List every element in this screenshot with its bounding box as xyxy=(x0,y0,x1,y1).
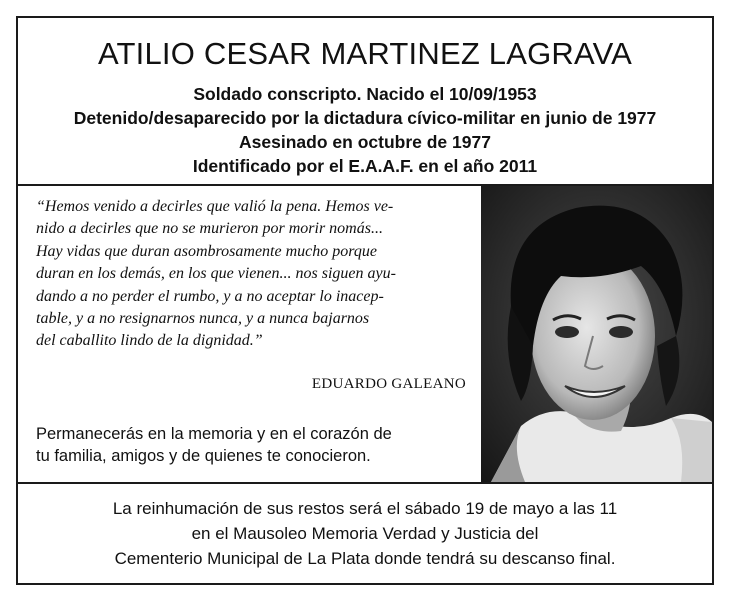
quote-line: table, y a no resignarnos nunca, y a nunca bajarnos xyxy=(36,310,370,328)
portrait-photo xyxy=(481,186,712,482)
footer-line: Cementerio Municipal de La Plata donde tendrá su descanso final. xyxy=(114,549,616,568)
middle-section xyxy=(18,186,712,484)
header-section xyxy=(18,18,712,186)
person-name: ATILIO CESAR MARTINEZ LAGRAVA xyxy=(97,36,633,71)
quote-line: “Hemos venido a decirles que valió la pena. Hemos ve- xyxy=(36,198,394,215)
remembrance-line: Permanecerás en la memoria y en el corazón de xyxy=(36,425,392,443)
quote-line: duran en los demás, en los que vienen... nos siguen ayu- xyxy=(36,265,396,283)
footer-line: en el Mausoleo Memoria Verdad y Justicia del xyxy=(191,524,539,543)
quote-line: dando a no perder el rumbo, y a no aceptar lo inacep- xyxy=(36,287,384,305)
header-line-killed: Asesinado en octubre de 1977 xyxy=(239,132,491,152)
quote-text xyxy=(36,196,466,353)
header-line-detained: Detenido/desaparecido por la dictadura cívico-militar en junio de 1977 xyxy=(73,108,657,128)
quote-author: EDUARDO GALEANO xyxy=(311,376,466,392)
header-line-identified: Identificado por el E.A.A.F. en el año 2011 xyxy=(192,156,538,176)
memorial-card xyxy=(16,16,714,585)
footer-line: La reinhumación de sus restos será el sábado 19 de mayo a las 11 xyxy=(112,499,618,518)
header-line-birth: Soldado conscripto. Nacido el 10/09/1953 xyxy=(193,84,537,104)
quote-line: nido a decirles que no se murieron por morir nomás... xyxy=(36,220,383,238)
remembrance-text xyxy=(36,423,476,467)
quote-line: Hay vidas que duran asombrosamente mucho porque xyxy=(36,242,377,260)
footer-section xyxy=(18,484,712,583)
quote-line: del caballito lindo de la dignidad.” xyxy=(36,332,263,350)
remembrance-line: tu familia, amigos y de quienes te conocieron. xyxy=(36,447,371,465)
